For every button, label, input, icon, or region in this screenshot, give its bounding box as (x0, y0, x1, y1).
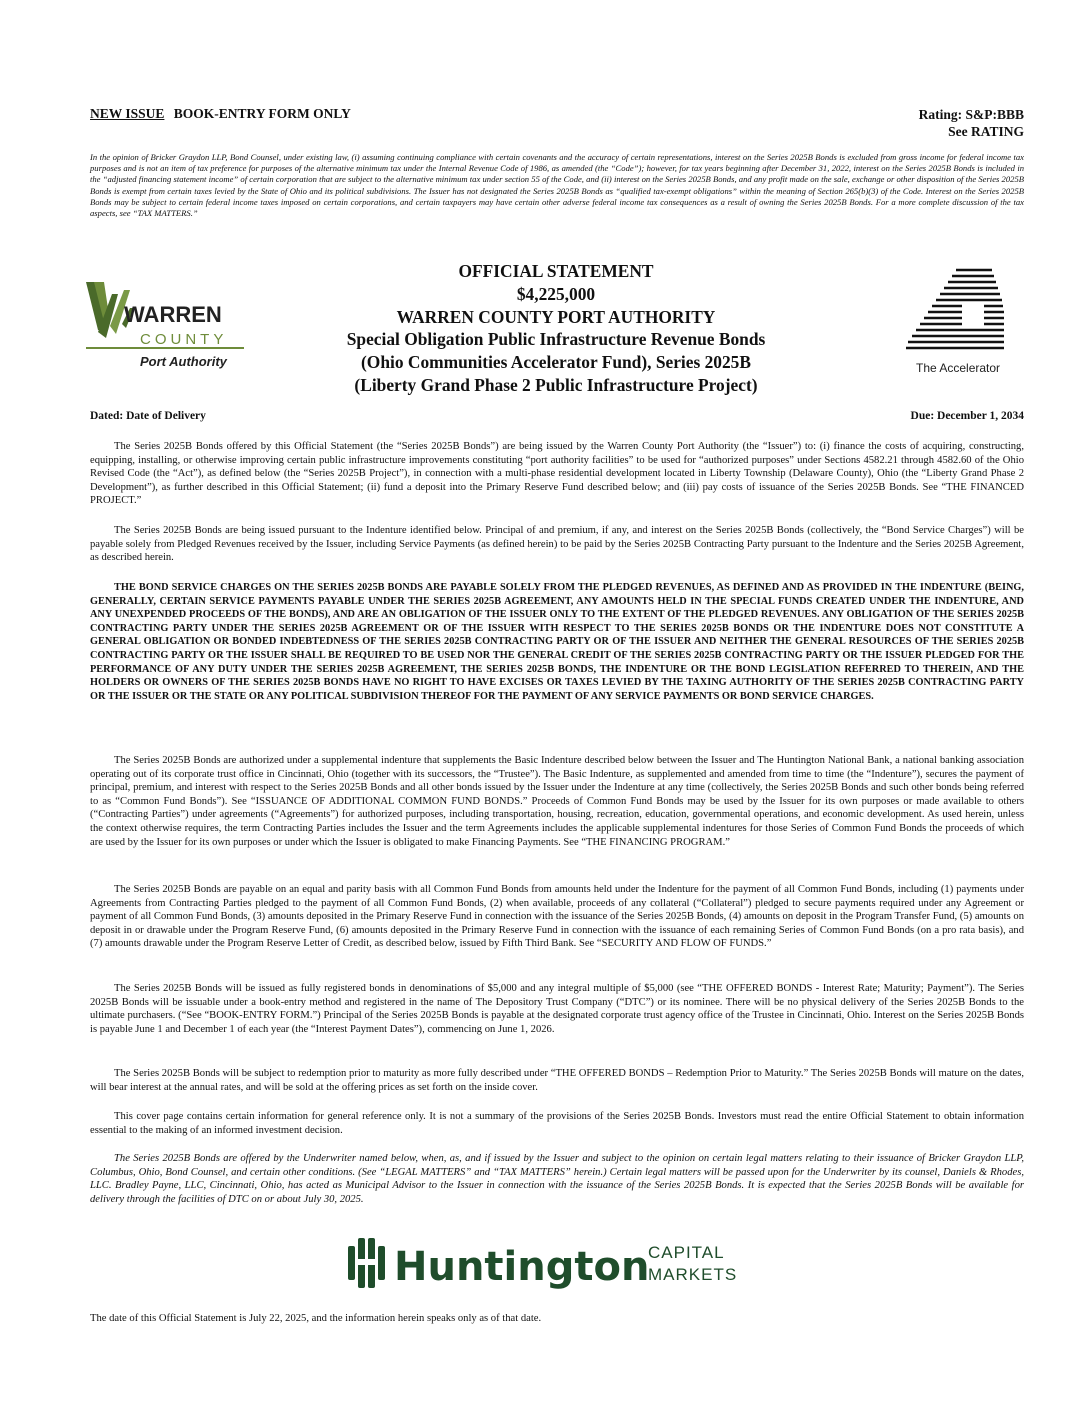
body-paragraph-2: The Series 2025B Bonds are being issued pursuant to the Indenture identified below. Principal of and premium, if any, and interest on the Series 2025B Bonds (collectively, the “Bond Service Charges”) will be payable solely from Pledged Revenues received by the Issuer, including Service Payments (as defined herein) to be paid by the Series 2025B Contracting Party pursuant to the Indenture and the Series 2025B Agreement, as described herein. (90, 525, 1024, 564)
accelerator-logo-graphic (904, 264, 1024, 380)
issue-header (90, 106, 351, 122)
warren-county-logo (84, 280, 254, 372)
series-heading: (Ohio Communities Accelerator Fund), Series 2025B (361, 352, 751, 373)
statement-date-note: The date of this Official Statement is July 22, 2025, and the information herein speaks only as of that date. (90, 1313, 542, 1324)
huntington-capital-markets-logo (346, 1232, 746, 1294)
rating-header (919, 106, 1024, 140)
capital-word: CAPITAL (648, 1243, 725, 1262)
body-paragraph-5: The Series 2025B Bonds are payable on an equal and parity basis with all Common Fund Bonds from amounts held under the Indenture for the payment of all Common Fund Bonds, including (1) payments under Agreements from Contracting Parties pledged to the payment of all Common Fund Bonds, (2) when available, proceeds of any collateral (“Collateral”) pledged to secure payments required under any Agreement or payment of all Common Fund Bonds, (3) amounts deposited in the Primary Reserve Fund in connection with the issuance of the Series 2025B Bonds, (4) amounts on deposit in the Program Transfer Fund, (5) amounts on deposit in or drawable under the Program Reserve Fund, (6) amounts deposited in the Primary Reserve Fund in connection with the issuance of each remaining Series of Common Fund Bonds (on a pro rata basis), and (7) amounts drawable under the Program Reserve Letter of Credit, as described below, issued by Fifth Third Bank. See “SECURITY AND FLOW OF FUNDS.” (90, 884, 1024, 950)
rating-label: Rating: S&P:BBB (918, 107, 1024, 122)
warren-logo-word: WARREN (124, 302, 222, 327)
body-paragraph-1: The Series 2025B Bonds offered by this Official Statement (the “Series 2025B Bonds”) are being issued by the Warren County Port Authority (the “Issuer”) to: (i) finance the costs of acquiring, constructing, equipping, installing, or otherwise improving certain public infrastructure improvements constituting “port authority facilities” to be used for “authorized purposes” under Sections 4582.21 through 4582.60 of the Ohio Revised Code (the “Act”), as defined below (the “Series 2025B Project”), in connection with a multi-phase residential development located in Liberty Township (Delaware County), Ohio (the “Liberty Grand Phase 2 Development”), as further described in this Official Statement; (ii) fund a deposit into the Primary Reserve Fund described below; and (iii) pay costs of issuance of the Series 2025B Bonds. See “THE FINANCED PROJECT.” (90, 441, 1024, 507)
accelerator-logo (904, 264, 1024, 380)
due-line: Due: December 1, 2034 (910, 410, 1024, 422)
dated-line: Dated: Date of Delivery (90, 410, 206, 422)
project-heading: (Liberty Grand Phase 2 Public Infrastructure Project) (354, 374, 758, 395)
new-issue-label: NEW ISSUE (90, 106, 165, 121)
body-paragraph-7: The Series 2025B Bonds will be subject to redemption prior to maturity as more fully described under “THE OFFERED BONDS – Redemption Prior to Maturity.” The Series 2025B Bonds will mature on the dates, will bear interest at the annual rates, and will be sold at the offering prices as set forth on the inside cover. (90, 1068, 1024, 1093)
body-paragraph-4: The Series 2025B Bonds are authorized under a supplemental indenture that supplements the Basic Indenture described below between the Issuer and The Huntington National Bank, a national banking association operating out of its corporate trust office in Cincinnati, Ohio (together with its successors, the “Trustee”). The Basic Indenture, as supplemented and amended from time to time (the “Indenture”), secures the payment of principal, premium, and interest with respect to the Series 2025B Bonds and all other bonds issued by the Issuer under the Indenture at any time (collectively, the Series 2025B Bonds and such other bonds being referred to as “Common Fund Bonds”). See “ISSUANCE OF ADDITIONAL COMMON FUND BONDS.” Proceeds of Common Fund Bonds may be used by the Issuer for its own purposes or made available to others (“Contracting Parties”) under agreements (“Agreements”) for authorized purposes, including transportation, housing, recreation, education, governmental operations, and economic development. As used herein, unless the context otherwise requires, the term Contracting Parties includes the Issuer and the term Agreements includes the applicable supplemental indentures for those Series of Common Fund Bonds the proceeds of which are used by the Issuer for its own purposes or under which the Issuer is obligated to make Financing Payments. See “THE FINANCING PROGRAM.” (90, 755, 1024, 848)
body-paragraph-8: This cover page contains certain information for general reference only. It is not a summary of the provisions of the Series 2025B Bonds. Investors must read the entire Official Statement to obtain information essential to the making of an informed investment decision. (90, 1111, 1024, 1136)
warren-county-logo-graphic (84, 280, 254, 372)
see-rating-label: See RATING (948, 124, 1024, 139)
bond-type-heading: Special Obligation Public Infrastructure Revenue Bonds (346, 329, 766, 350)
county-logo-word: COUNTY (140, 331, 228, 348)
issuer-heading: WARREN COUNTY PORT AUTHORITY (396, 306, 716, 327)
markets-word: MARKETS (648, 1265, 738, 1284)
huntington-logo-graphic (346, 1232, 746, 1294)
limited-obligation-paragraph: THE BOND SERVICE CHARGES ON THE SERIES 2025B BONDS ARE PAYABLE SOLELY FROM THE PLEDGED REVENUES, AS DEFINED AND AS PROVIDED IN THE INDENTURE (BEING, GENERALLY, CERTAIN SERVICE PAYMENTS PAYABLE UNDER THE SERIES 2025B AGREEMENT, ANY AMOUNTS HELD IN THE SPECIAL FUNDS CREATED UNDER THE INDENTURE, AND ANY UNEXPENDED PROCEEDS OF THE BONDS), AND ARE AN OBLIGATION OF THE ISSUER ONLY TO THE EXTENT OF THE PLEDGED REVENUES. ANY OBLIGATION OF THE SERIES 2025B CONTRACTING PARTY UNDER THE SERIES 2025B AGREEMENT OR OF THE ISSUER WITH RESPECT TO THE SERIES 2025B BONDS OR THE INDENTURE DOES NOT CONSTITUTE A GENERAL OBLIGATION OR BONDED INDEBTEDNESS OF THE SERIES 2025B CONTRACTING PARTY OR OF THE ISSUER AND NEITHER THE GENERAL RESOURCES OF THE SERIES 2025B CONTRACTING PARTY OR THE ISSUER SHALL BE REQUIRED TO BE USED NOR THE GENERAL CREDIT OF THE SERIES 2025B CONTRACTING PARTY OR THE ISSUER PLEDGED FOR THE PERFORMANCE OF ANY DUTY UNDER THE SERIES 2025B AGREEMENT, THE SERIES 2025B BONDS, THE INDENTURE OR THE BOND LEGISLATION REFERRED TO THEREIN, AND THE HOLDERS OR OWNERS OF THE SERIES 2025B BONDS HAVE NO RIGHT TO HAVE EXCISES OR TAXES LEVIED BY THE TAXING AUTHORITY OF THE SERIES 2025B CONTRACTING PARTY OR THE ISSUER OR THE STATE OR ANY POLITICAL SUBDIVISION THEREOF FOR THE PAYMENT OF ANY SERVICE PAYMENTS OR BOND SERVICE CHARGES. (90, 582, 1024, 702)
body-paragraph-6: The Series 2025B Bonds will be issued as fully registered bonds in denominations of $5,000 and any integral multiple of $5,000 (see “THE OFFERED BONDS - Interest Rate; Maturity; Payment”). The Series 2025B Bonds will be issuable under a book-entry method and registered in the name of The Depository Trust Company (“DTC”) or its nominee. There will be no physical delivery of the Series 2025B Bonds to the ultimate purchasers. (“See “BOOK-ENTRY FORM.”) Principal of the Series 2025B Bonds is payable at the designated corporate trust agency office of the Trustee in Cincinnati, Ohio. Interest on the Series 2025B Bonds is payable June 1 and December 1 of each year (the “Interest Payment Dates”), commencing on June 1, 2026. (90, 983, 1024, 1035)
official-statement-heading: OFFICIAL STATEMENT (458, 261, 654, 281)
tax-opinion-paragraph: In the opinion of Bricker Graydon LLP, Bond Counsel, under existing law, (i) assuming continuing compliance with certain covenants and the accuracy of certain representations, interest on the Series 2025B Bonds is excluded from gross income for federal income tax purposes and is not an item of tax preference for purposes of the alternative minimum tax under the Internal Revenue Code of 1986, as amended (the “Code”); however, for tax years beginning after December 31, 2022, interest on the Series 2025B Bonds is included in the “adjusted financing statement income” of certain corporation that are subject to the alternative minimum tax under section 55 of the Code, and (ii) interest on the Series 2025B Bonds, and any profit made on the sale, exchange or other disposition of the Series 2025B Bonds is exempt from certain taxes levied by the State of Ohio and its political subdivisions. The Issuer has not designated the Series 2025B Bonds as “qualified tax-exempt obligations” within the meaning of Section 265(b)(3) of the Code. Interest on the Series 2025B Bonds may be subject to certain federal income taxes imposed on certain corporations, and certain taxpayers may have certain other adverse federal income tax consequences as a result of owning the Series 2025B Bonds. For a more complete discussion of the tax aspects, see “TAX MATTERS.” (90, 152, 1024, 219)
amount-heading: $4,225,000 (516, 283, 596, 304)
huntington-word: Huntington (394, 1244, 650, 1290)
accelerator-logo-word: The Accelerator (916, 361, 1001, 375)
port-authority-logo-word: Port Authority (140, 354, 227, 369)
title-block (300, 260, 812, 397)
underwriter-paragraph: The Series 2025B Bonds are offered by the Underwriter named below, when, as, and if issued by the Issuer and subject to the opinion on certain legal matters relating to their issuance of Bricker Graydon LLP, Columbus, Ohio, Bond Counsel, and certain other conditions. (See “LEGAL MATTERS” and “TAX MATTERS” herein.) Certain legal matters will be passed upon for the Underwriter by its counsel, Daniels & Rhodes, LLC. Bradley Payne, LLC, Cincinnati, Ohio, has acted as Municipal Advisor to the Issuer in connection with the issuance of the Series 2025B Bonds. It is expected that the Series 2025B Bonds will be available for delivery through the facilities of DTC on or about July 30, 2025. (90, 1153, 1024, 1205)
book-entry-label: BOOK-ENTRY FORM ONLY (173, 106, 351, 121)
